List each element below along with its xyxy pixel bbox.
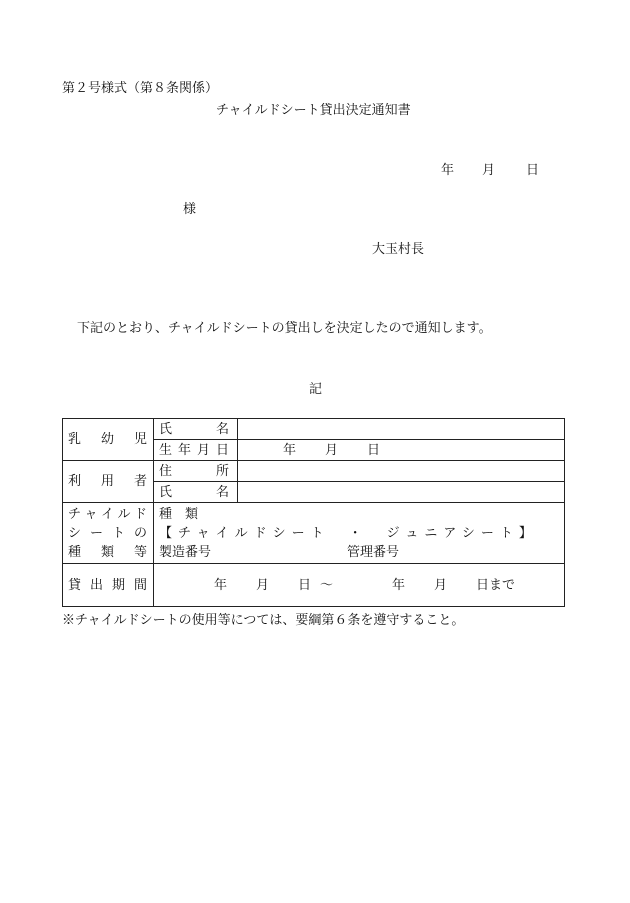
user-address-value-cell[interactable] (238, 461, 565, 482)
infant-name-label-char: 氏 (159, 421, 173, 437)
dob-day: 日 (367, 442, 381, 458)
infant-name-label-char: 名 (215, 421, 229, 437)
notice-body-text: 下記のとおり、チャイルドシートの貸出しを決定したので通知します。 (77, 321, 492, 336)
user-name-label-cell (154, 482, 238, 503)
seat-type-label: 種 類 (159, 506, 199, 522)
infant-dob-value-cell[interactable] (238, 440, 565, 461)
period-value-cell[interactable] (154, 564, 565, 607)
user-label-char: 用 (100, 474, 114, 489)
control-number-label: 管理番号 (347, 544, 400, 560)
seat-label-char: 類 (100, 544, 114, 560)
seat-label-char: ル (117, 506, 131, 522)
address-label-char: 所 (215, 463, 229, 479)
issue-date-month: 月 (482, 163, 496, 178)
issuer-name: 大玉村長 (372, 242, 425, 257)
seat-label-char: 等 (133, 544, 147, 560)
infant-label-char: 乳 (68, 432, 82, 447)
period-label-char: 貸 (68, 577, 82, 593)
details-table (62, 418, 565, 607)
period-label-cell (63, 564, 154, 607)
dob-label-char: 生 (159, 442, 173, 458)
document-title: チャイルドシート貸出決定通知書 (216, 103, 411, 118)
seat-label-char: イ (100, 506, 114, 522)
address-label-char: 住 (159, 463, 173, 479)
infant-label-char: 児 (133, 432, 147, 447)
period-label-char: 出 (89, 577, 103, 593)
infant-name-row (63, 419, 565, 440)
user-address-label-cell (154, 461, 238, 482)
seat-label-char: 種 (68, 544, 82, 560)
infant-label-cell (63, 419, 154, 461)
serial-number-label: 製造番号 (159, 544, 212, 560)
infant-dob-label-cell (154, 440, 238, 461)
infant-name-value-cell[interactable] (238, 419, 565, 440)
seat-value-cell[interactable] (154, 503, 565, 564)
period-row (63, 564, 565, 607)
user-name-label-char: 氏 (159, 484, 173, 500)
user-label-char: 利 (68, 474, 82, 489)
period-tilde: 〜 (320, 577, 334, 593)
period-start-month: 月 (256, 577, 270, 593)
user-name-label-char: 名 (215, 484, 229, 500)
infant-name-label-cell (154, 419, 238, 440)
seat-label-char: ト (111, 525, 125, 541)
period-end-day: 日まで (476, 577, 516, 593)
infant-label-char: 幼 (100, 432, 114, 447)
issue-date-day: 日 (526, 163, 540, 178)
period-end-year: 年 (392, 577, 406, 593)
dob-label-char: 年 (177, 442, 191, 458)
seat-label-cell (63, 503, 154, 564)
form-number: 第２号様式（第８条関係） (62, 81, 219, 96)
seat-type-options[interactable]: 【チャイルドシート ・ ジュニアシート】 (159, 525, 538, 541)
user-label-cell (63, 461, 154, 503)
period-label-char: 期 (111, 577, 125, 593)
user-name-value-cell[interactable] (238, 482, 565, 503)
period-end-month: 月 (434, 577, 448, 593)
dob-label-char: 月 (196, 442, 210, 458)
seat-label-char: ャ (84, 506, 98, 522)
seat-label-char: ー (89, 525, 103, 541)
dob-month: 月 (325, 442, 339, 458)
dob-label-char: 日 (215, 442, 229, 458)
ki-heading: 記 (309, 382, 323, 397)
seat-label-char: ド (133, 506, 147, 522)
seat-label-char: シ (68, 525, 82, 541)
user-label-char: 者 (133, 474, 147, 489)
footnote: ※チャイルドシートの使用等につては、要綱第６条を遵守すること。 (62, 613, 465, 628)
period-start-year: 年 (214, 577, 228, 593)
user-address-row (63, 461, 565, 482)
addressee-honorific: 様 (183, 202, 197, 217)
period-label-char: 間 (133, 577, 147, 593)
seat-label-char: の (133, 525, 147, 541)
period-start-day: 日 (298, 577, 312, 593)
seat-label-char: チ (68, 506, 82, 522)
seat-row (63, 503, 565, 564)
dob-year: 年 (283, 442, 297, 458)
issue-date-year: 年 (441, 163, 455, 178)
issue-date (441, 164, 539, 177)
